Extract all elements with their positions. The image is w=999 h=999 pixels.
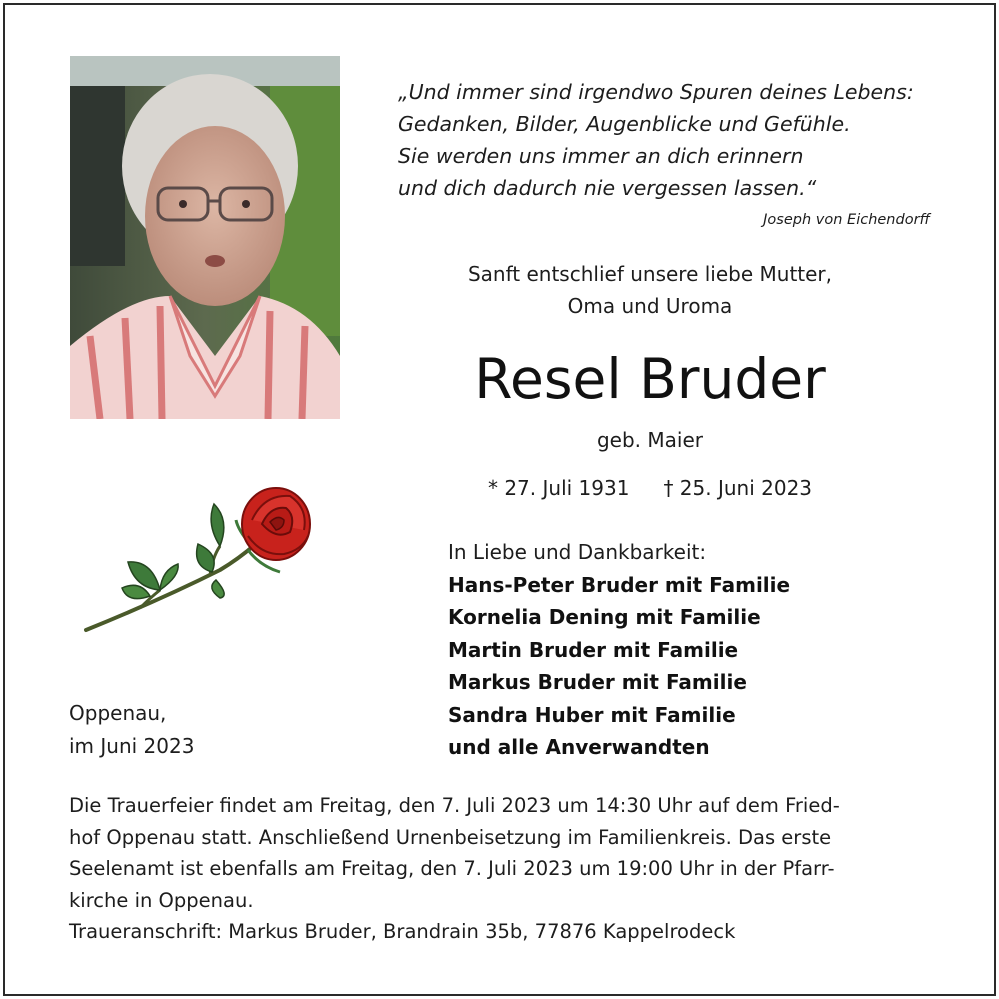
quote-line: „Und immer sind irgendwo Spuren deines Lebens: [398, 80, 914, 104]
mourners-heading: In Liebe und Dankbarkeit: [448, 540, 707, 564]
birth-date: * 27. Juli 1931 [487, 476, 630, 500]
intro-text [400, 258, 900, 322]
quote-line: und dich dadurch nie vergessen lassen.“ [398, 176, 817, 200]
quote-line: Sie werden uns immer an dich erinnern [398, 144, 804, 168]
mourner-name: und alle Anverwandten [448, 735, 710, 759]
deceased-name: Resel Bruder [474, 347, 826, 411]
maiden-name: geb. Maier [596, 428, 703, 452]
date-line: im Juni 2023 [69, 733, 195, 758]
quote-author: Joseph von Eichendorff [763, 212, 930, 228]
quote-line: Gedanken, Bilder, Augenblicke und Gefühle. [398, 112, 851, 136]
service-line: Die Trauerfeier findet am Freitag, den 7. Juli 2023 um 14:30 Uhr auf dem Fried- [69, 794, 840, 817]
place-line: Oppenau, [69, 701, 167, 725]
mourners-list [448, 536, 908, 764]
quote [398, 76, 938, 204]
service-line: kirche in Oppenau. [69, 888, 254, 912]
mourner-name: Sandra Huber mit Familie [448, 702, 736, 727]
mourner-name: Martin Bruder mit Familie [448, 637, 739, 662]
portrait-photo [70, 56, 340, 419]
service-line: Seelenamt ist ebenfalls am Freitag, den 7. Juli 2023 um 19:00 Uhr in der Pfarr- [69, 857, 835, 880]
life-dates [400, 472, 900, 504]
rose-icon [80, 480, 320, 640]
death-date: † 25. Juni 2023 [663, 476, 813, 500]
service-info [69, 790, 939, 948]
mourner-name: Markus Bruder mit Familie [448, 670, 747, 694]
service-line: hof Oppenau statt. Anschließend Urnenbeisetzung im Familienkreis. Das erste [69, 825, 832, 849]
place-date [69, 697, 194, 762]
mourning-address: Traueranschrift: Markus Bruder, Brandrain 35b, 77876 Kappelrodeck [69, 920, 736, 943]
intro-line: Oma und Uroma [567, 294, 733, 318]
mourner-name: Kornelia Dening mit Familie [448, 605, 761, 629]
intro-line: Sanft entschlief unsere liebe Mutter, [467, 262, 833, 286]
mourner-name: Hans-Peter Bruder mit Familie [448, 572, 791, 597]
